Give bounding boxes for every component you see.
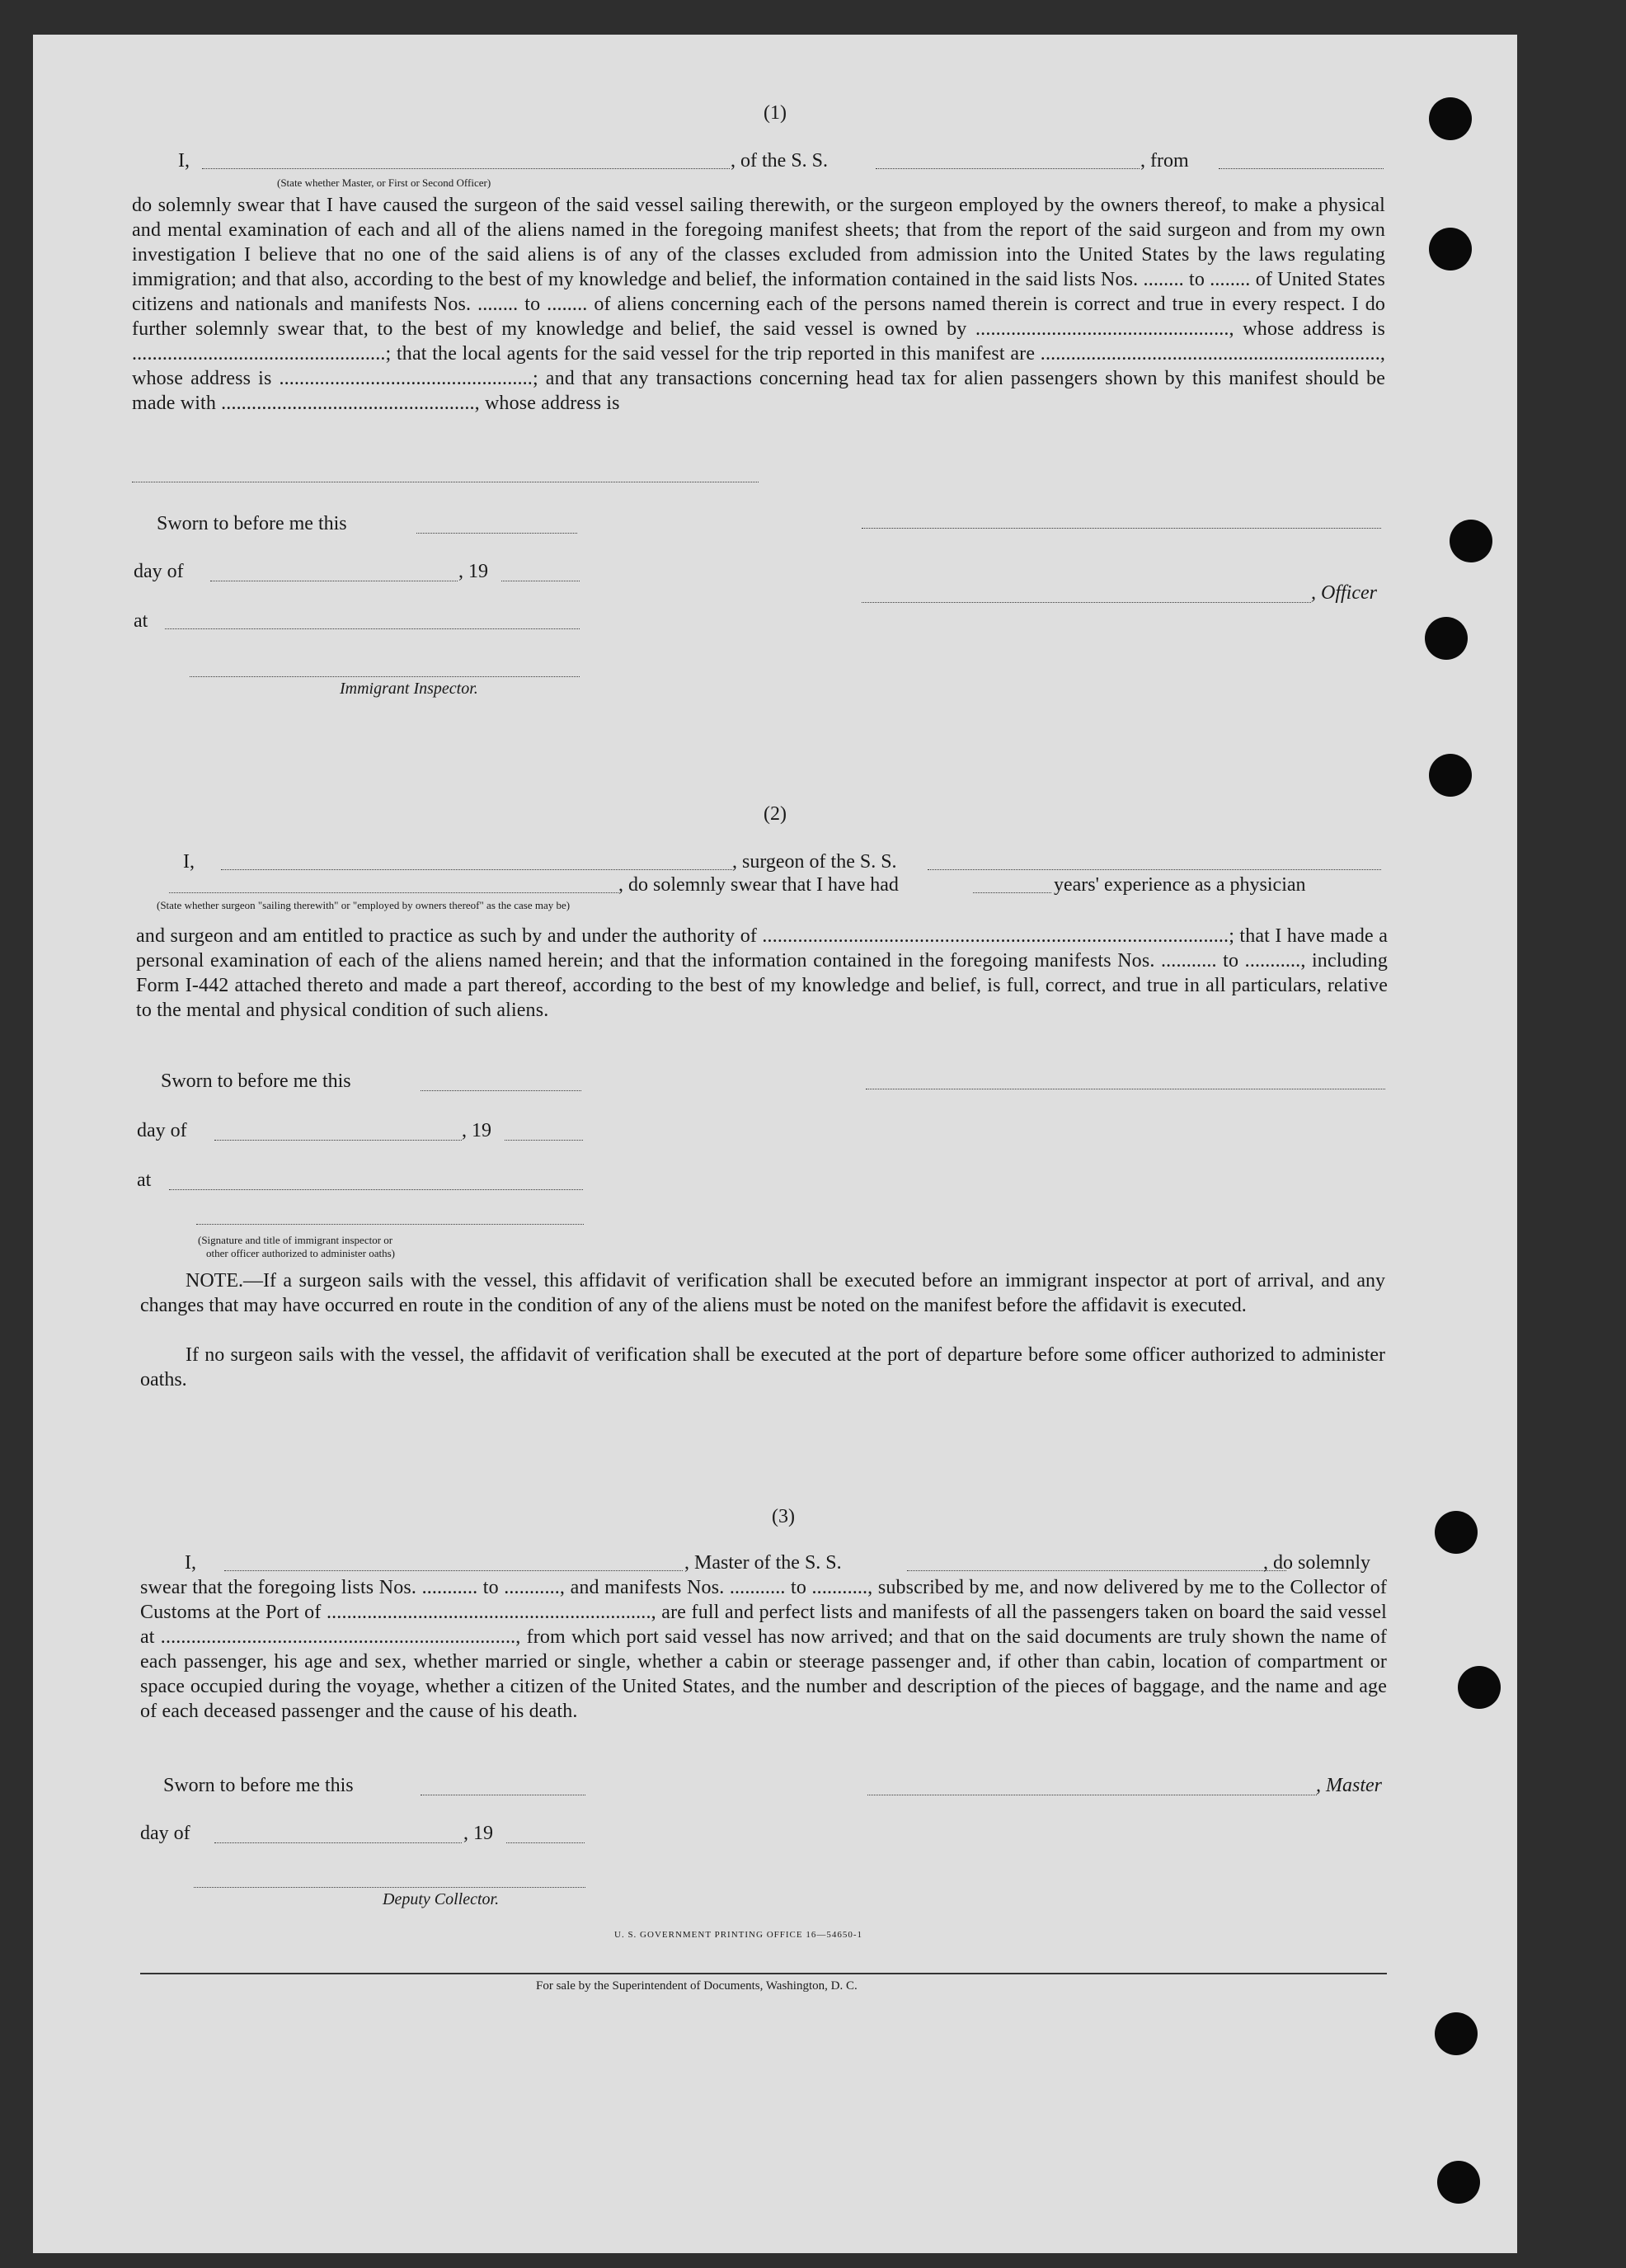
signature-caption-2: other officer authorized to administer oaths) — [206, 1247, 395, 1259]
binder-hole — [1450, 520, 1492, 562]
section-3-sworn: Sworn to before me this — [163, 1775, 354, 1796]
master-name-field[interactable] — [224, 1570, 683, 1571]
section-1-i: I, — [178, 150, 190, 172]
binder-hole — [1429, 97, 1472, 140]
section-3-vessel-field[interactable] — [907, 1570, 1286, 1571]
master-label: , Master — [1316, 1775, 1382, 1796]
section-1-at: at — [134, 610, 148, 632]
section-2-year-field[interactable] — [505, 1140, 583, 1141]
footer-rule — [140, 1973, 1387, 1974]
inspector-signature-field[interactable] — [190, 676, 580, 677]
section-3-master-of-ss: , Master of the S. S. — [684, 1552, 842, 1574]
note-surgeon-sails: NOTE.—If a surgeon sails with the vessel, this affidavit of verification shall be executed before an immigrant inspector at port of arrival, and any changes that may have occurred en route in the condition of any of the aliens must be noted on the manifest before the affidavit is executed. — [140, 1270, 1385, 1316]
section-2-years: years' experience as a physician — [1054, 874, 1306, 896]
section-2-sworn-field[interactable] — [421, 1090, 581, 1091]
collector-caption: Deputy Collector. — [383, 1890, 500, 1908]
section-2-number: (2) — [764, 803, 787, 825]
section-2-inspector-field[interactable] — [196, 1224, 584, 1225]
section-3-day-field[interactable] — [214, 1842, 462, 1843]
section-1-19: , 19 — [458, 561, 488, 582]
section-2-day-field[interactable] — [214, 1140, 462, 1141]
section-3-19: , 19 — [463, 1823, 493, 1844]
surgeon-name-field[interactable] — [221, 869, 732, 870]
section-2-swear: , do solemnly swear that I have had — [618, 874, 899, 896]
binder-hole — [1458, 1666, 1501, 1709]
binder-hole — [1425, 617, 1468, 660]
printing-office-imprint: U. S. GOVERNMENT PRINTING OFFICE 16—54650-1 — [614, 1930, 863, 1940]
section-1-from: , from — [1140, 150, 1189, 172]
section-1-signature-line[interactable] — [862, 528, 1381, 529]
section-2-sworn: Sworn to before me this — [161, 1070, 351, 1092]
section-3-number: (3) — [772, 1506, 795, 1527]
section-3-paragraph: swear that the foregoing lists Nos. ........... to ..........., and manifests Nos. ........... to ..........., subscribed by me, and now delivered by me to the Collector of Customs at the Port of ................................................................, are full and perfect lists and manifests of all the passengers taken on board the said vessel at ......................................................................, from which port said vessel has now arrived; and that on the said documents are truly shown the name of each passenger, his age and sex, whether married or single, whether a cabin or steerage passenger and, if other than cabin, location of compartment or space occupied during the voyage, whether a citizen of the United States, and the number and description of the pieces of baggage, and the name and age of each deceased passenger and the cause of his death. — [140, 1577, 1387, 1722]
binder-hole — [1435, 2012, 1478, 2055]
section-2-paragraph: and surgeon and am entitled to practice as such by and under the authority of ............................................................................................; that I have made a personal examination of each of the aliens named herein; and that the information contained in the foregoing manifests Nos. ........... to ..........., including Form I-442 attached thereto and made a part thereof, according to the best of my knowledge and belief, is full, correct, and true in all particulars, relative to the mental and physical condition of such aliens. — [136, 925, 1388, 1021]
section-1-day-of: day of — [134, 561, 184, 582]
document-page — [33, 35, 1517, 2253]
section-2-at-field[interactable] — [169, 1189, 583, 1190]
section-2-vessel-field[interactable] — [928, 869, 1381, 870]
section-2-day-of: day of — [137, 1120, 187, 1141]
from-port-field[interactable] — [1219, 168, 1384, 169]
surgeon-type-field[interactable] — [169, 892, 618, 893]
section-3-i: I, — [185, 1552, 196, 1574]
binder-hole — [1429, 754, 1472, 797]
years-field[interactable] — [973, 892, 1051, 893]
section-1-paragraph: do solemnly swear that I have caused the surgeon of the said vessel sailing therewith, or the surgeon employed by the owners thereof, to make a physical and mental examination of each and all of the aliens named in the foregoing manifest sheets; that from the report of the said surgeon and from my own investigation I believe that no one of the said aliens is of any of the classes excluded from admission into the United States by the laws regulating immigration; and that also, according to the best of my knowledge and belief, the information contained in the said lists Nos. ........ to ........ of United States citizens and nationals and manifests Nos. ........ to ........ of aliens concerning each of the persons named therein is correct and true in every respect. I do further solemnly swear that, to the best of my knowledge and belief, the said vessel is owned by .................................................., whose address is ..................................................; that the local agents for the said vessel for the trip reported in this manifest are ..................................................................., whose address is ..................................................; and that any transactions concerning head tax for alien passengers shown by this manifest should be made with .................................................., whose address is — [132, 195, 1385, 414]
note-no-surgeon: If no surgeon sails with the vessel, the affidavit of verification shall be executed at the port of departure before some officer authorized to administer oaths. — [140, 1344, 1385, 1390]
section-2-19: , 19 — [462, 1120, 491, 1141]
section-2-surgeon-of-ss: , surgeon of the S. S. — [732, 851, 897, 873]
section-1-of-ss: , of the S. S. — [731, 150, 829, 172]
for-sale-note: For sale by the Superintendent of Documents, Washington, D. C. — [536, 1979, 858, 1993]
section-3-day-of: day of — [140, 1823, 190, 1844]
surgeon-caption: (State whether surgeon "sailing therewith" or "employed by owners thereof" as the case may be) — [157, 899, 571, 911]
officer-caption: (State whether Master, or First or Second Officer) — [277, 176, 491, 189]
signature-caption-1: (Signature and title of immigrant inspector or — [198, 1234, 393, 1246]
binder-hole — [1437, 2161, 1480, 2204]
section-1-at-field[interactable] — [165, 628, 580, 629]
section-3-swear: , do solemnly — [1263, 1552, 1370, 1574]
collector-signature-field[interactable] — [194, 1887, 585, 1888]
section-2-at: at — [137, 1169, 152, 1191]
officer-label: , Officer — [1311, 582, 1377, 604]
section-1-sworn: Sworn to before me this — [157, 513, 347, 534]
section-3-year-field[interactable] — [506, 1842, 585, 1843]
binder-hole — [1429, 228, 1472, 271]
inspector-caption: Immigrant Inspector. — [340, 680, 478, 698]
officer-field[interactable] — [202, 168, 730, 169]
section-1-number: (1) — [764, 102, 787, 124]
section-1-sworn-field[interactable] — [416, 533, 577, 534]
section-2-i: I, — [183, 851, 195, 873]
binder-hole — [1435, 1511, 1478, 1554]
vessel-name-field[interactable] — [876, 168, 1140, 169]
officer-signature-field[interactable] — [862, 602, 1311, 603]
